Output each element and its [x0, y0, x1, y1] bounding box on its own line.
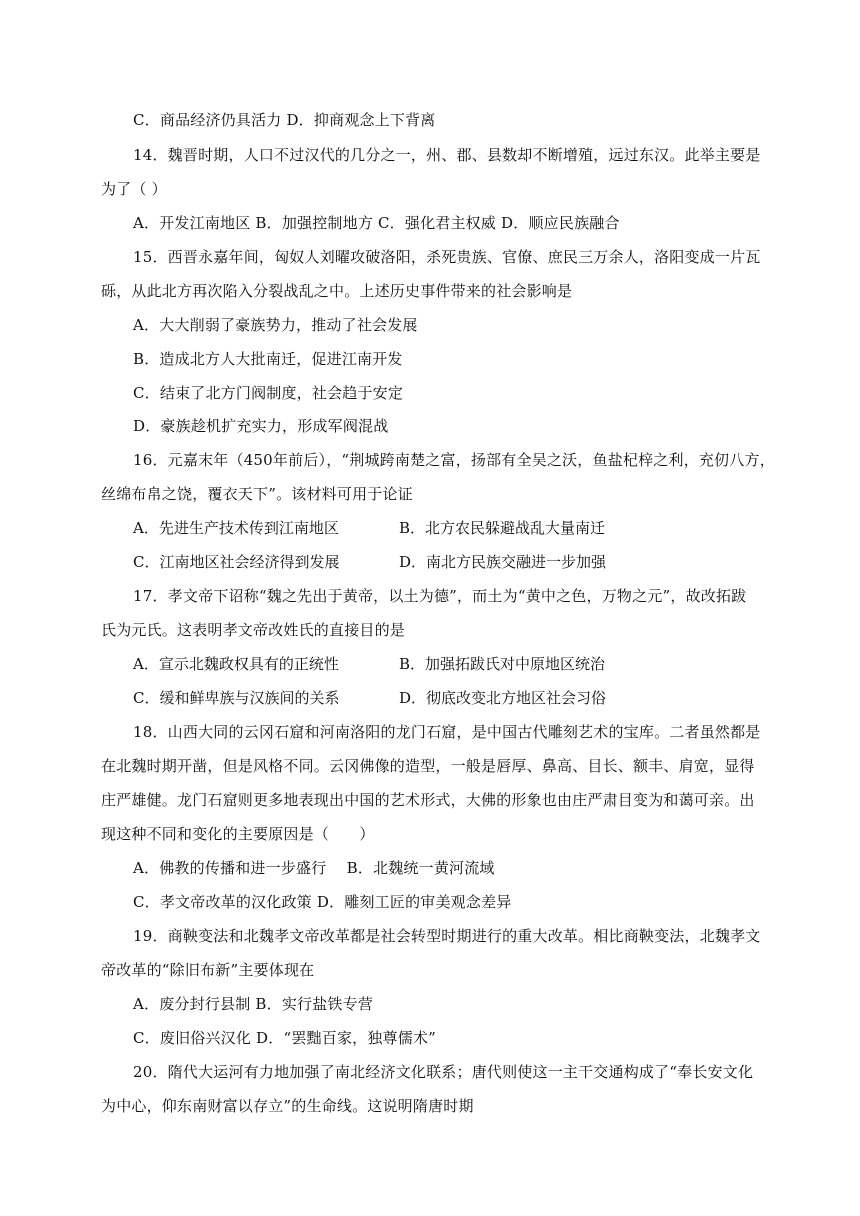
q17-options-row-1 — [133, 654, 773, 674]
q16-option-d: D．南北方民族交融进一步加强 — [399, 553, 607, 571]
q18-stem-line-1: 18．山西大同的云冈石窟和河南洛阳的龙门石窟，是中国古代雕刻艺术的宝库。二者虽然都是 — [133, 723, 761, 741]
q18-options-cd: C．孝文帝改革的汉化政策 D．雕刻工匠的审美观念差异 — [133, 893, 512, 911]
q19-options-cd: C．废旧俗兴汉化 D．“罢黜百家，独尊儒术” — [133, 1029, 437, 1047]
q13-option-line-cd: C．商品经济仍具活力 D．抑商观念上下背离 — [133, 111, 436, 129]
q15-stem-line-2: 砾，从此北方再次陷入分裂战乱之中。上述历史事件带来的社会影响是 — [101, 282, 573, 300]
q16-stem-line-1: 16．元嘉末年（450年前后），“荆城跨南楚之富，扬部有全吴之沃，鱼盐杞梓之利，充仞八方， — [133, 451, 775, 469]
q17-stem-line-2: 氏为元氏。这表明孝文帝改姓氏的直接目的是 — [101, 621, 406, 639]
q15-option-a: A．大大削弱了豪族势力，推动了社会发展 — [133, 316, 418, 334]
q15-option-b: B．造成北方人大批南迁，促进江南开发 — [133, 350, 403, 368]
q16-options-row-2 — [133, 552, 773, 572]
q16-option-b: B．北方农民躲避战乱大量南迁 — [399, 519, 606, 537]
q17-option-a: A．宣示北魏政权具有的正统性 — [133, 655, 339, 673]
q15-option-d: D．豪族趁机扩充实力，形成军阀混战 — [133, 417, 389, 435]
q19-options-ab: A．废分封行县制 B．实行盐铁专营 — [133, 995, 374, 1013]
q17-options-row-2 — [133, 688, 773, 708]
q17-option-d: D．彻底改变北方地区社会习俗 — [399, 689, 607, 707]
q16-option-a: A．先进生产技术传到江南地区 — [133, 519, 339, 537]
q18-options-ab: A．佛教的传播和进一步盛行 B．北魏统一黄河流域 — [133, 859, 495, 877]
q20-stem-line-2: 为中心，仰东南财富以存立”的生命线。这说明隋唐时期 — [101, 1097, 474, 1115]
q19-stem-line-2: 帝改革的“除旧布新”主要体现在 — [101, 961, 315, 979]
q17-option-c: C．缓和鲜卑族与汉族间的关系 — [133, 689, 340, 707]
q16-stem-line-2: 丝绵布帛之饶，覆衣天下”。该材料可用于论证 — [101, 485, 413, 503]
q17-option-b: B．加强拓跋氏对中原地区统治 — [399, 655, 606, 673]
q15-option-c: C．结束了北方门阀制度，社会趋于安定 — [133, 384, 404, 402]
q18-stem-line-2: 在北魏时期开凿，但是风格不同。云冈佛像的造型，一般是唇厚、鼻高、目长、额丰、肩宽，显得 — [101, 757, 755, 775]
q20-stem-line-1: 20．隋代大运河有力地加强了南北经济文化联系；唐代则使这一主干交通构成了“奉长安文化 — [133, 1063, 754, 1081]
q17-stem-line-1: 17．孝文帝下诏称“魏之先出于黄帝，以土为德”，而土为“黄中之色，万物之元”，故改拓跋 — [133, 587, 747, 605]
q16-options-row-1 — [133, 518, 773, 538]
q16-option-c: C．江南地区社会经济得到发展 — [133, 553, 340, 571]
q14-stem-line-1: 14．魏晋时期，人口不过汉代的几分之一，州、郡、县数却不断增殖，远过东汉。此举主要是 — [133, 146, 761, 164]
q15-stem-line-1: 15．西晋永嘉年间，匈奴人刘曜攻破洛阳，杀死贵族、官僚、庶民三万余人，洛阳变成一片瓦 — [133, 248, 761, 266]
q14-stem-line-2: 为了（ ） — [101, 180, 167, 198]
q14-options: A．开发江南地区 B．加强控制地方 C．强化君主权威 D．顺应民族融合 — [133, 214, 620, 232]
q18-stem-line-4: 现这种不同和变化的主要原因是（ ） — [101, 825, 375, 843]
q18-stem-line-3: 庄严雄健。龙门石窟则更多地表现出中国的艺术形式，大佛的形象也由庄严肃目变为和蔼可亲。出 — [101, 791, 755, 809]
q19-stem-line-1: 19．商鞅变法和北魏孝文帝改革都是社会转型时期进行的重大改革。相比商鞅变法，北魏孝文 — [133, 927, 761, 945]
